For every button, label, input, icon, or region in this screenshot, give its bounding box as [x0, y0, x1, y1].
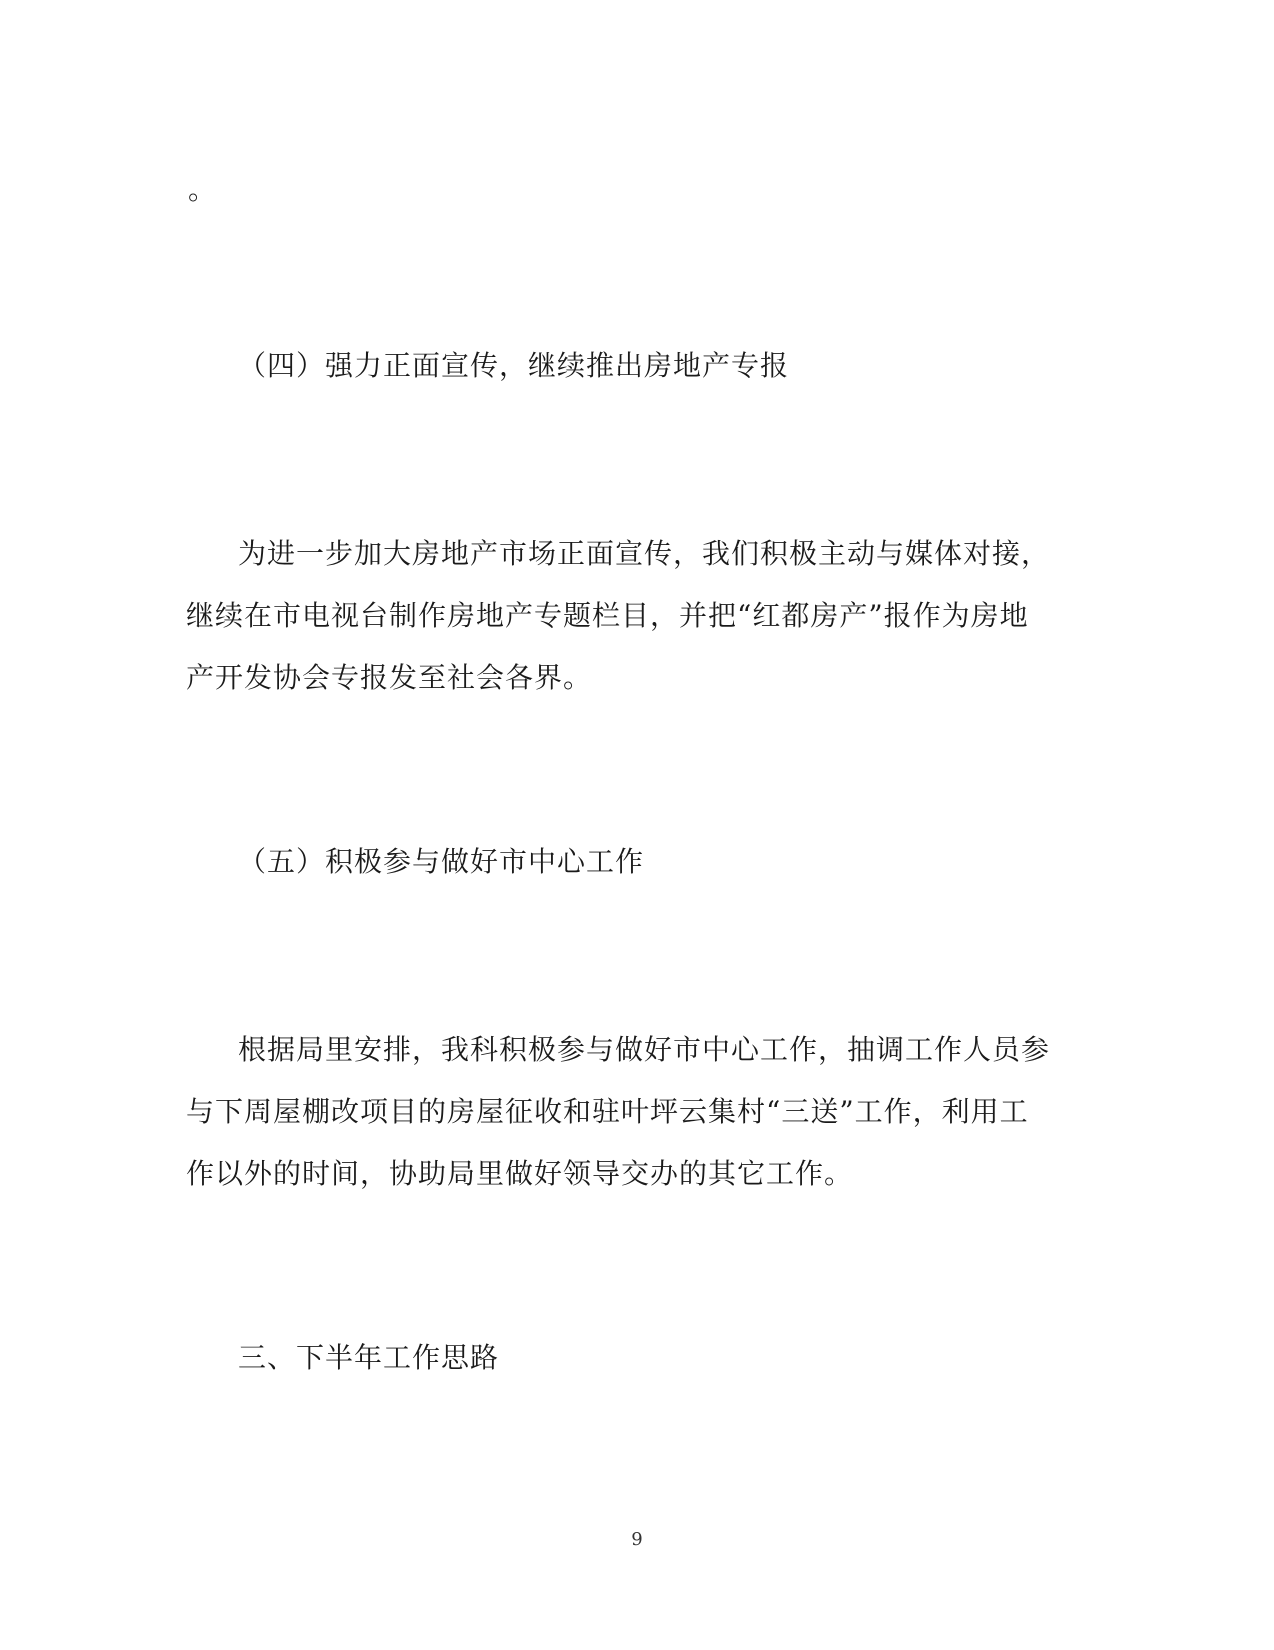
section-heading-4: （四）强力正面宣传，继续推出房地产专报: [238, 349, 790, 382]
page-number: 9: [631, 1529, 643, 1550]
paragraph-4-line-3: 产开发协会专报发至社会各界。: [186, 661, 593, 694]
continuation-text: 。: [188, 173, 218, 206]
paragraph-5-line-2: 与下周屋棚改项目的房屋征收和驻叶坪云集村“三送”工作，利用工: [186, 1095, 1029, 1128]
section-heading-5: （五）积极参与做好市中心工作: [238, 845, 645, 878]
paragraph-5-line-3: 作以外的时间，协助局里做好领导交办的其它工作。: [186, 1157, 854, 1190]
paragraph-4-line-2: 继续在市电视台制作房地产专题栏目，并把“红都房产”报作为房地: [186, 599, 1029, 632]
section-heading-3: 三、下半年工作思路: [238, 1341, 500, 1374]
paragraph-4-line-1: 为进一步加大房地产市场正面宣传，我们积极主动与媒体对接，: [238, 537, 1051, 570]
paragraph-5-line-1: 根据局里安排，我科积极参与做好市中心工作，抽调工作人员参: [238, 1033, 1051, 1066]
